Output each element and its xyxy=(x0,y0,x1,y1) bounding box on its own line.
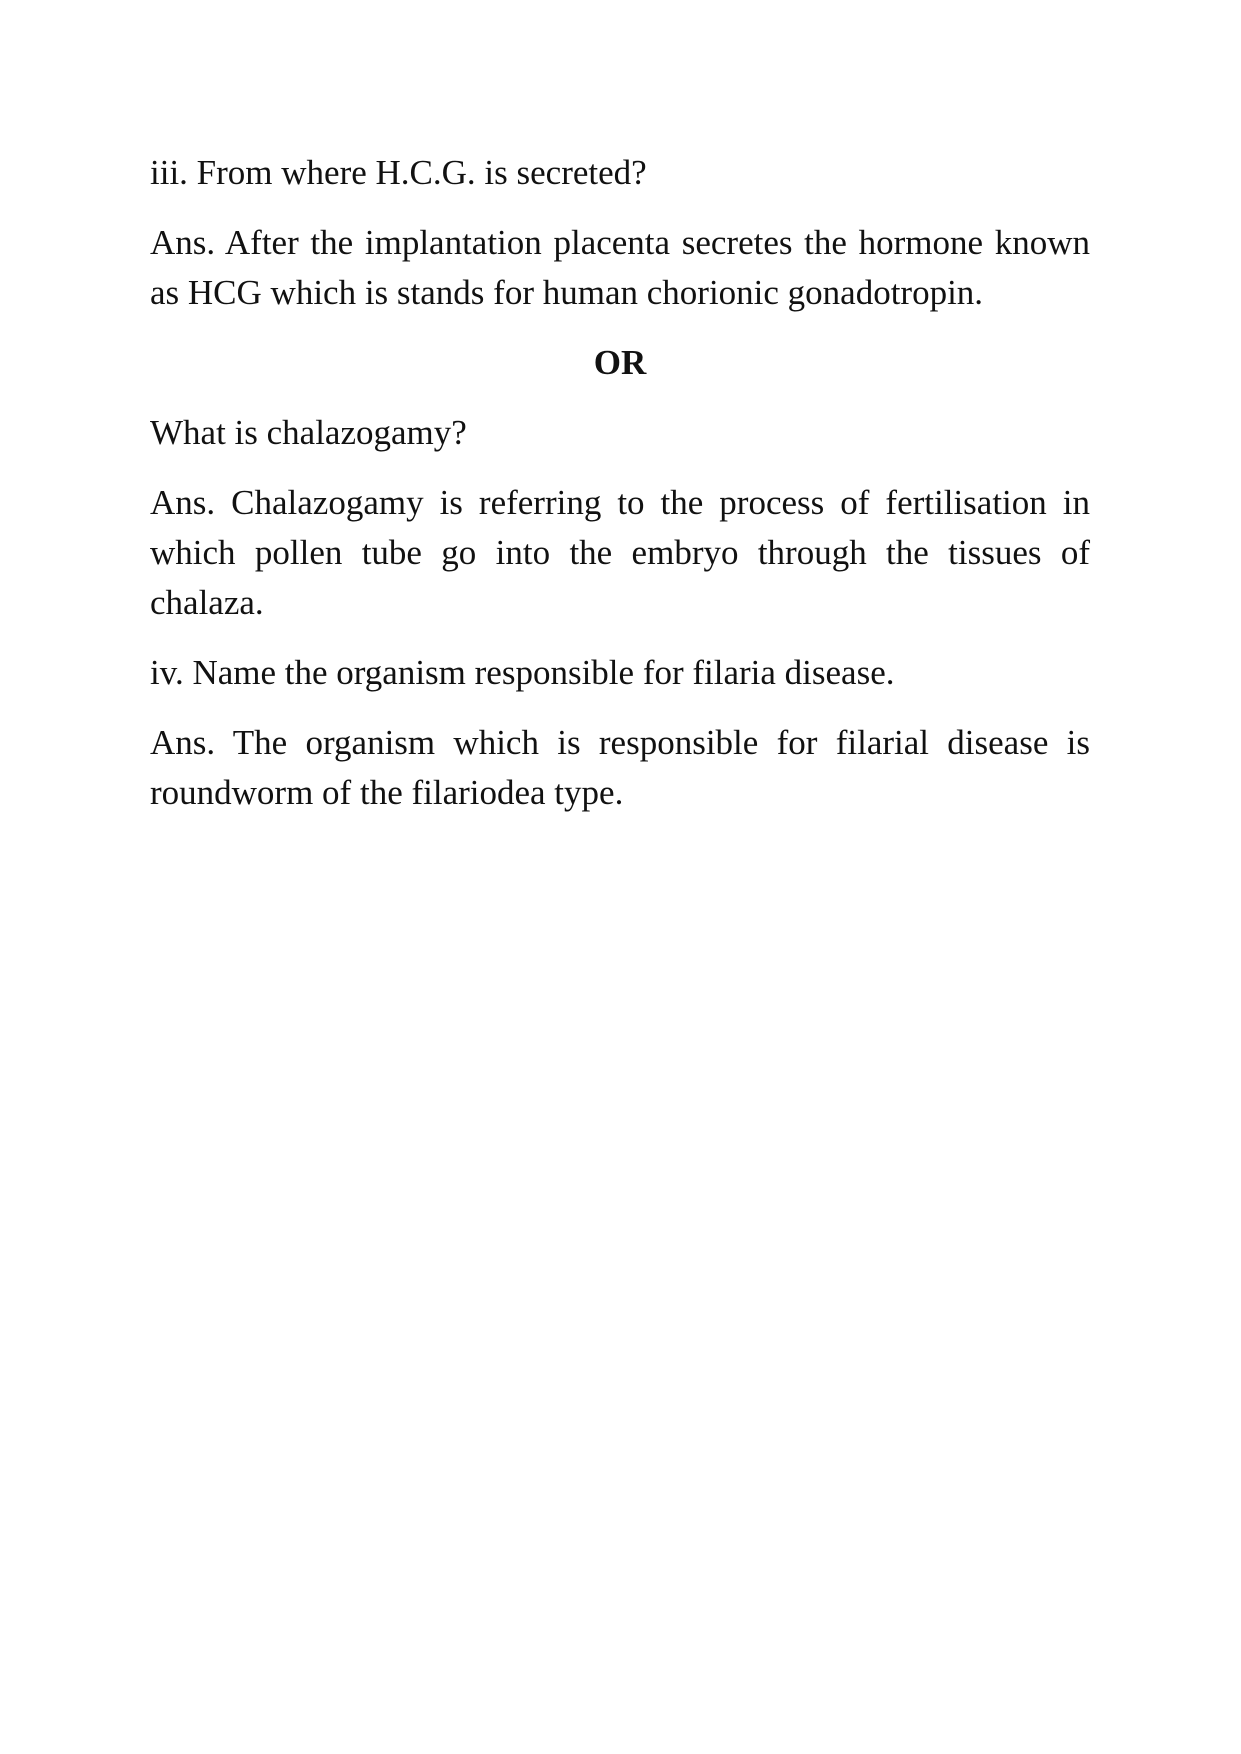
answer-iii: Ans. After the implantation placenta secretes the hormone known as HCG which is stands for human chorionic gonadotropin. xyxy=(150,223,1090,312)
question-alternative: What is chalazogamy? xyxy=(150,413,467,452)
question-iii: iii. From where H.C.G. is secreted? xyxy=(150,153,647,192)
question-iv: iv. Name the organism responsible for filaria disease. xyxy=(150,653,895,692)
or-heading: OR xyxy=(593,343,647,382)
document-body xyxy=(150,148,1090,838)
answer-alternative: Ans. Chalazogamy is referring to the process of fertilisation in which pollen tube go into the embryo through the tissues of chalaza. xyxy=(150,483,1090,622)
answer-iv: Ans. The organism which is responsible for filarial disease is roundworm of the filariodea type. xyxy=(150,723,1090,812)
